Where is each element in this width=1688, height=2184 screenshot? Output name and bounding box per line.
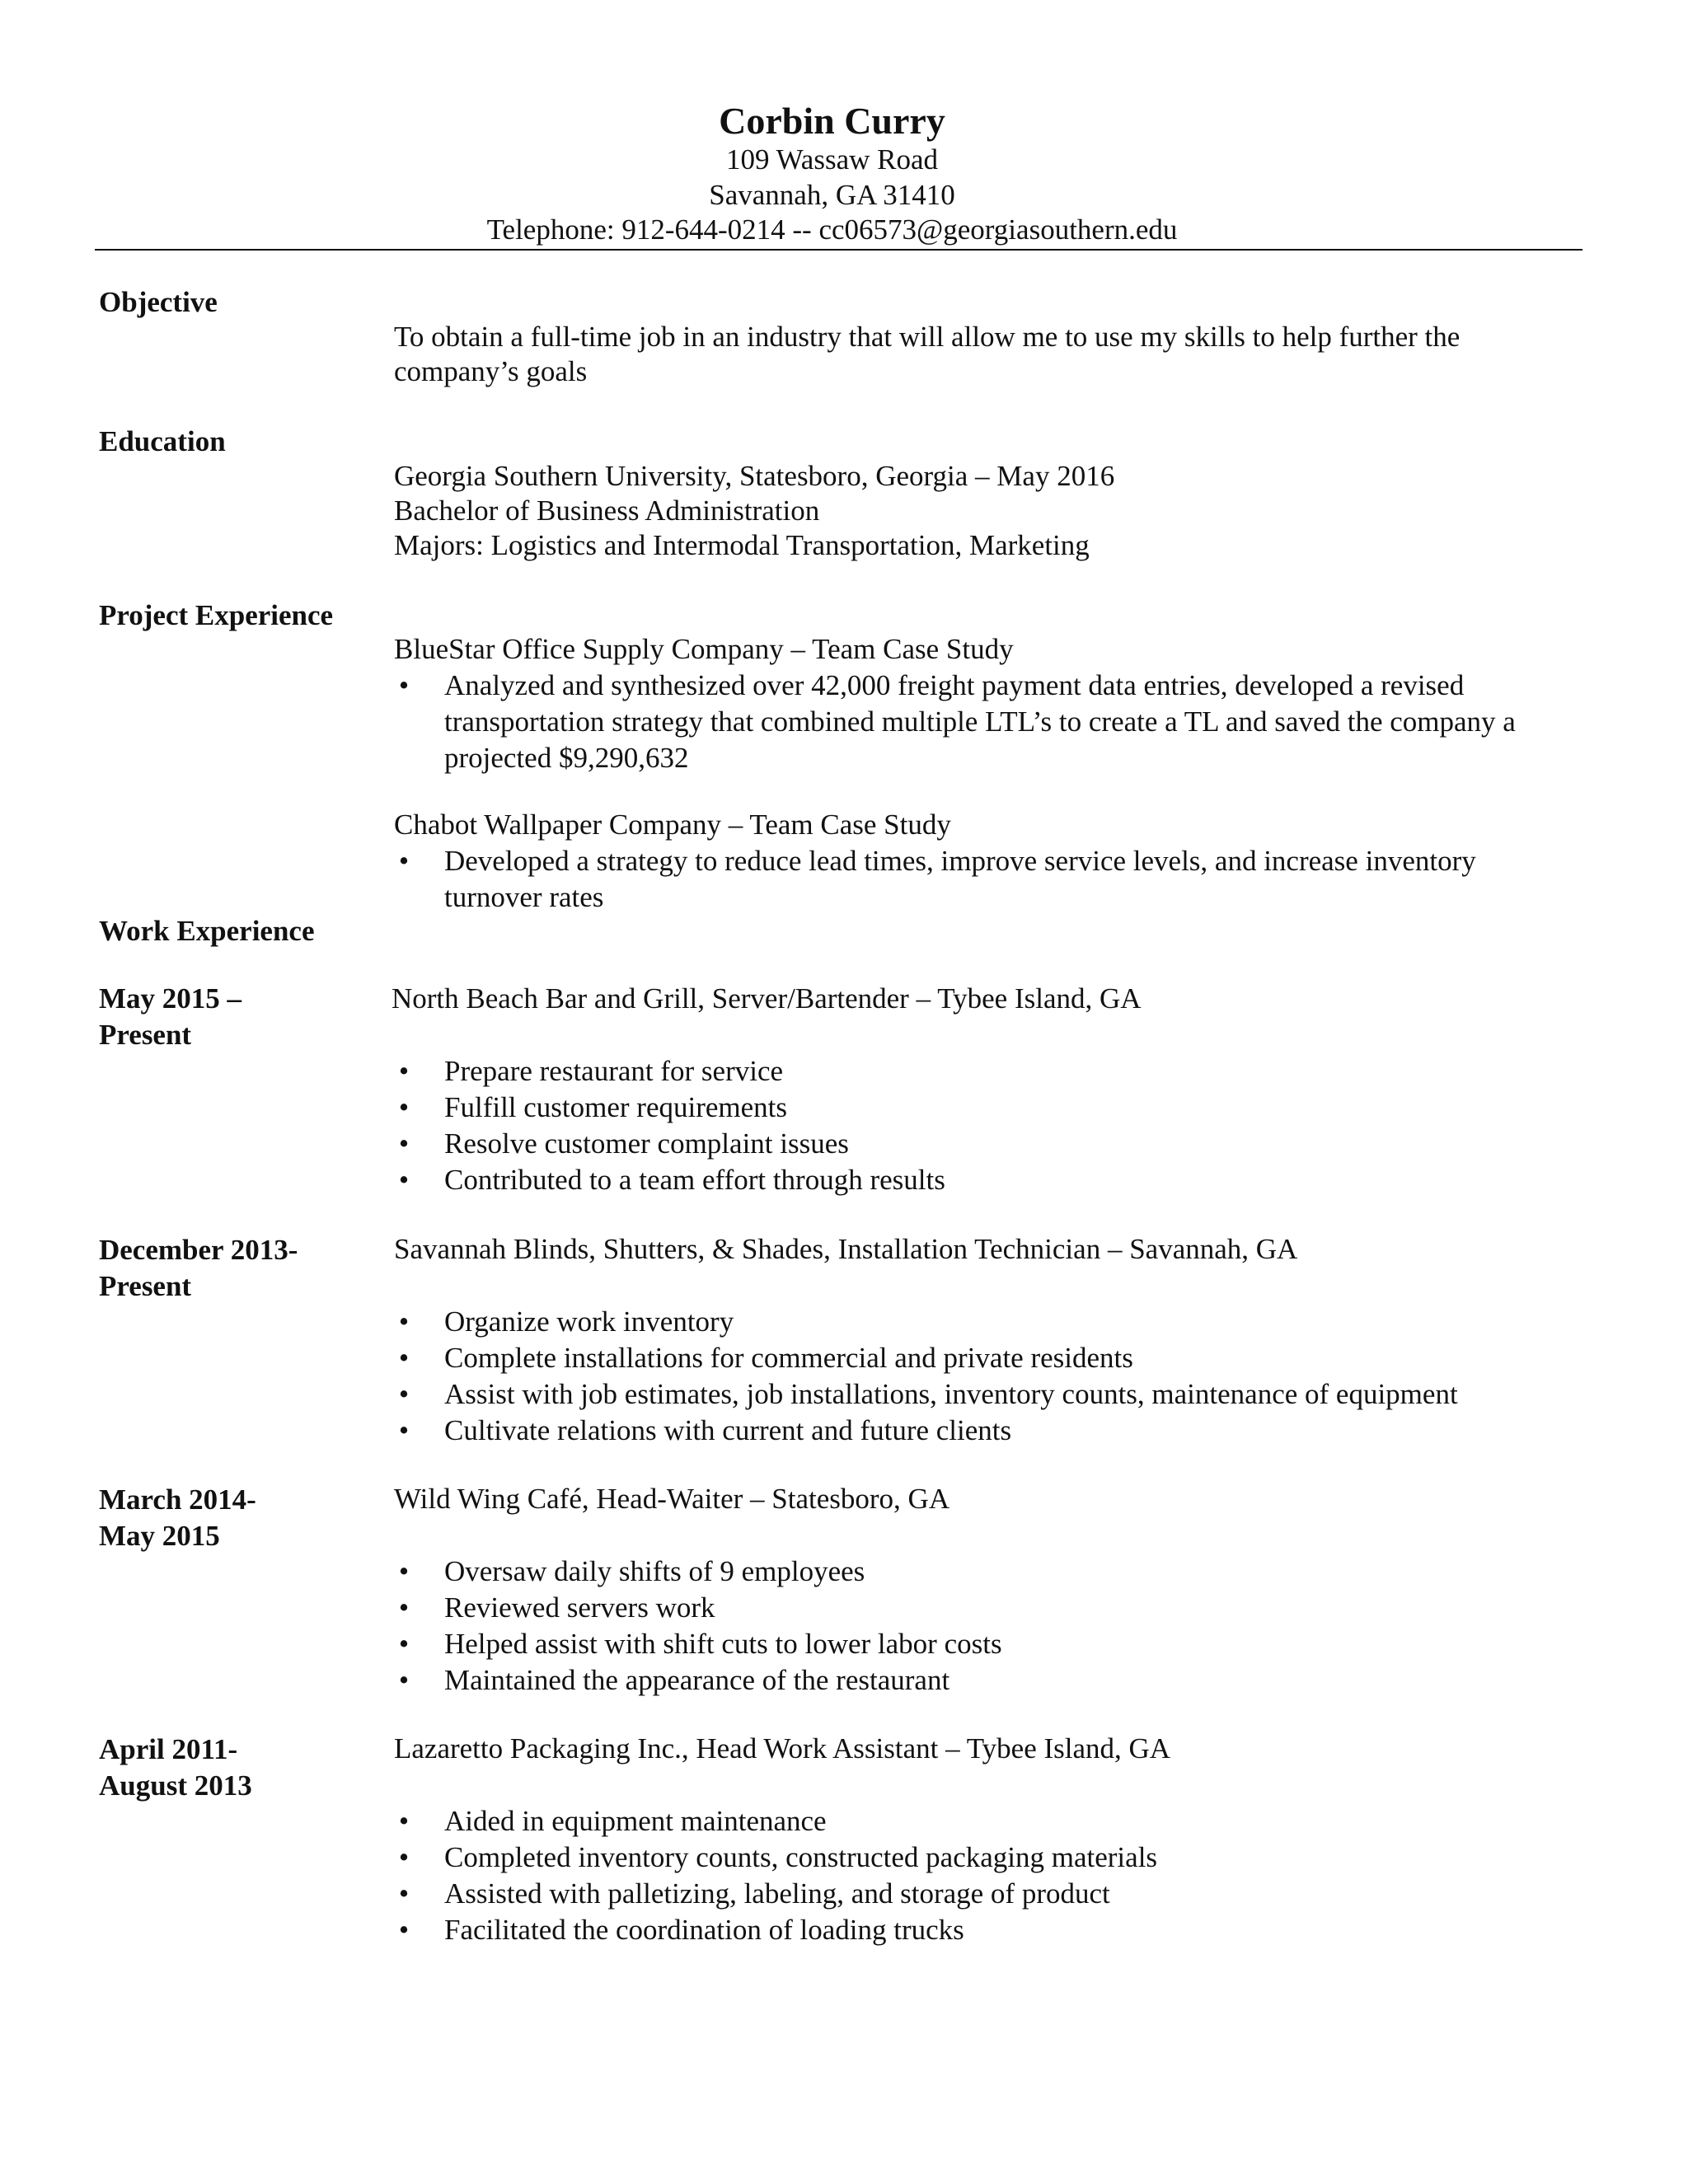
bullet-icon: • bbox=[398, 1164, 410, 1196]
job-title: Savannah Blinds, Shutters, & Shades, Installation Technician – Savannah, GA bbox=[394, 1233, 1298, 1265]
project-bullet-list bbox=[394, 843, 1581, 916]
project-title: Chabot Wallpaper Company – Team Case Study bbox=[394, 808, 951, 841]
list-item bbox=[394, 1912, 1581, 1948]
list-item bbox=[394, 1876, 1581, 1912]
list-item bbox=[394, 1662, 1581, 1699]
job-bullet-list bbox=[394, 1304, 1581, 1449]
bullet-text: Assisted with palletizing, labeling, and storage of product bbox=[444, 1877, 1110, 1910]
job-dates: March 2014- May 2015 bbox=[99, 1483, 256, 1552]
bullet-text: Prepare restaurant for service bbox=[444, 1055, 784, 1087]
list-item bbox=[394, 1590, 1581, 1626]
bullet-text: Helped assist with shift cuts to lower labor costs bbox=[444, 1628, 1002, 1660]
bullet-icon: • bbox=[398, 1342, 410, 1374]
list-item bbox=[394, 668, 1581, 776]
list-item bbox=[394, 843, 1581, 916]
bullet-text: Assist with job estimates, job installations, inventory counts, maintenance of equipment bbox=[444, 1378, 1458, 1410]
bullet-icon: • bbox=[398, 1127, 410, 1160]
job-title: Lazaretto Packaging Inc., Head Work Assistant – Tybee Island, GA bbox=[394, 1732, 1171, 1765]
projects-heading: Project Experience bbox=[99, 599, 334, 631]
education-majors: Majors: Logistics and Intermodal Transportation, Marketing bbox=[394, 529, 1090, 561]
bullet-text: Maintained the appearance of the restaurant bbox=[444, 1664, 950, 1696]
bullet-icon: • bbox=[398, 1664, 410, 1696]
bullet-icon: • bbox=[398, 1841, 410, 1873]
bullet-icon: • bbox=[398, 1555, 410, 1587]
bullet-icon: • bbox=[398, 1877, 410, 1910]
bullet-text: Aided in equipment maintenance bbox=[444, 1805, 827, 1837]
job-dates: December 2013- Present bbox=[99, 1234, 298, 1302]
header-divider bbox=[95, 249, 1582, 251]
job-bullet-list bbox=[394, 1053, 1581, 1198]
bullet-text: Cultivate relations with current and future clients bbox=[444, 1414, 1012, 1446]
bullet-text: Reviewed servers work bbox=[444, 1591, 715, 1624]
bullet-text: Contributed to a team effort through results bbox=[444, 1164, 945, 1196]
bullet-icon: • bbox=[398, 1055, 410, 1087]
bullet-icon: • bbox=[398, 669, 410, 701]
list-item bbox=[394, 1376, 1581, 1413]
list-item bbox=[394, 1554, 1581, 1590]
contact-line: Telephone: 912-644-0214 -- cc06573@georgiasouthern.edu bbox=[486, 213, 1178, 246]
bullet-icon: • bbox=[398, 1414, 410, 1446]
job-dates: May 2015 – Present bbox=[99, 982, 242, 1051]
job-title: North Beach Bar and Grill, Server/Bartender – Tybee Island, GA bbox=[392, 982, 1142, 1015]
education-school: Georgia Southern University, Statesboro, Georgia – May 2016 bbox=[394, 460, 1115, 492]
list-item bbox=[394, 1126, 1581, 1162]
bullet-text: Developed a strategy to reduce lead times, improve service levels, and increase inventory turnover rates bbox=[444, 845, 1476, 913]
list-item bbox=[394, 1840, 1581, 1876]
bullet-text: Facilitated the coordination of loading trucks bbox=[444, 1914, 964, 1946]
education-heading: Education bbox=[99, 425, 226, 457]
bullet-icon: • bbox=[398, 1305, 410, 1338]
bullet-icon: • bbox=[398, 1628, 410, 1660]
job-title: Wild Wing Café, Head-Waiter – Statesboro, GA bbox=[394, 1483, 950, 1515]
bullet-text: Resolve customer complaint issues bbox=[444, 1127, 849, 1160]
objective-text: To obtain a full-time job in an industry that will allow me to use my skills to help further the company’s goals bbox=[394, 321, 1461, 387]
bullet-icon: • bbox=[398, 1091, 410, 1123]
bullet-text: Complete installations for commercial and private residents bbox=[444, 1342, 1133, 1374]
list-item bbox=[394, 1626, 1581, 1662]
bullet-text: Completed inventory counts, constructed packaging materials bbox=[444, 1841, 1158, 1873]
resume-name: Corbin Curry bbox=[719, 100, 945, 142]
project-bullet-list bbox=[394, 668, 1581, 776]
education-degree: Bachelor of Business Administration bbox=[394, 494, 820, 527]
bullet-text: Organize work inventory bbox=[444, 1305, 734, 1338]
job-bullet-list bbox=[394, 1803, 1581, 1948]
list-item bbox=[394, 1304, 1581, 1340]
list-item bbox=[394, 1340, 1581, 1376]
address-line-2: Savannah, GA 31410 bbox=[709, 179, 955, 211]
bullet-icon: • bbox=[398, 1378, 410, 1410]
list-item bbox=[394, 1803, 1581, 1840]
bullet-icon: • bbox=[398, 1914, 410, 1946]
objective-heading: Objective bbox=[99, 286, 218, 318]
bullet-icon: • bbox=[398, 1805, 410, 1837]
bullet-icon: • bbox=[398, 1591, 410, 1624]
bullet-text: Oversaw daily shifts of 9 employees bbox=[444, 1555, 865, 1587]
work-heading: Work Experience bbox=[99, 915, 315, 947]
bullet-text: Fulfill customer requirements bbox=[444, 1091, 788, 1123]
address-line-1: 109 Wassaw Road bbox=[725, 143, 939, 176]
list-item bbox=[394, 1090, 1581, 1126]
list-item bbox=[394, 1162, 1581, 1198]
job-bullet-list bbox=[394, 1554, 1581, 1699]
bullet-text: Analyzed and synthesized over 42,000 freight payment data entries, developed a revised transportation strategy that combined multiple LTL’s to create a TL and saved the company a projected $9,290,632 bbox=[444, 669, 1516, 774]
list-item bbox=[394, 1053, 1581, 1090]
list-item bbox=[394, 1413, 1581, 1449]
job-dates: April 2011- August 2013 bbox=[99, 1733, 252, 1802]
project-title: BlueStar Office Supply Company – Team Case Study bbox=[394, 633, 1014, 665]
bullet-icon: • bbox=[398, 845, 410, 877]
